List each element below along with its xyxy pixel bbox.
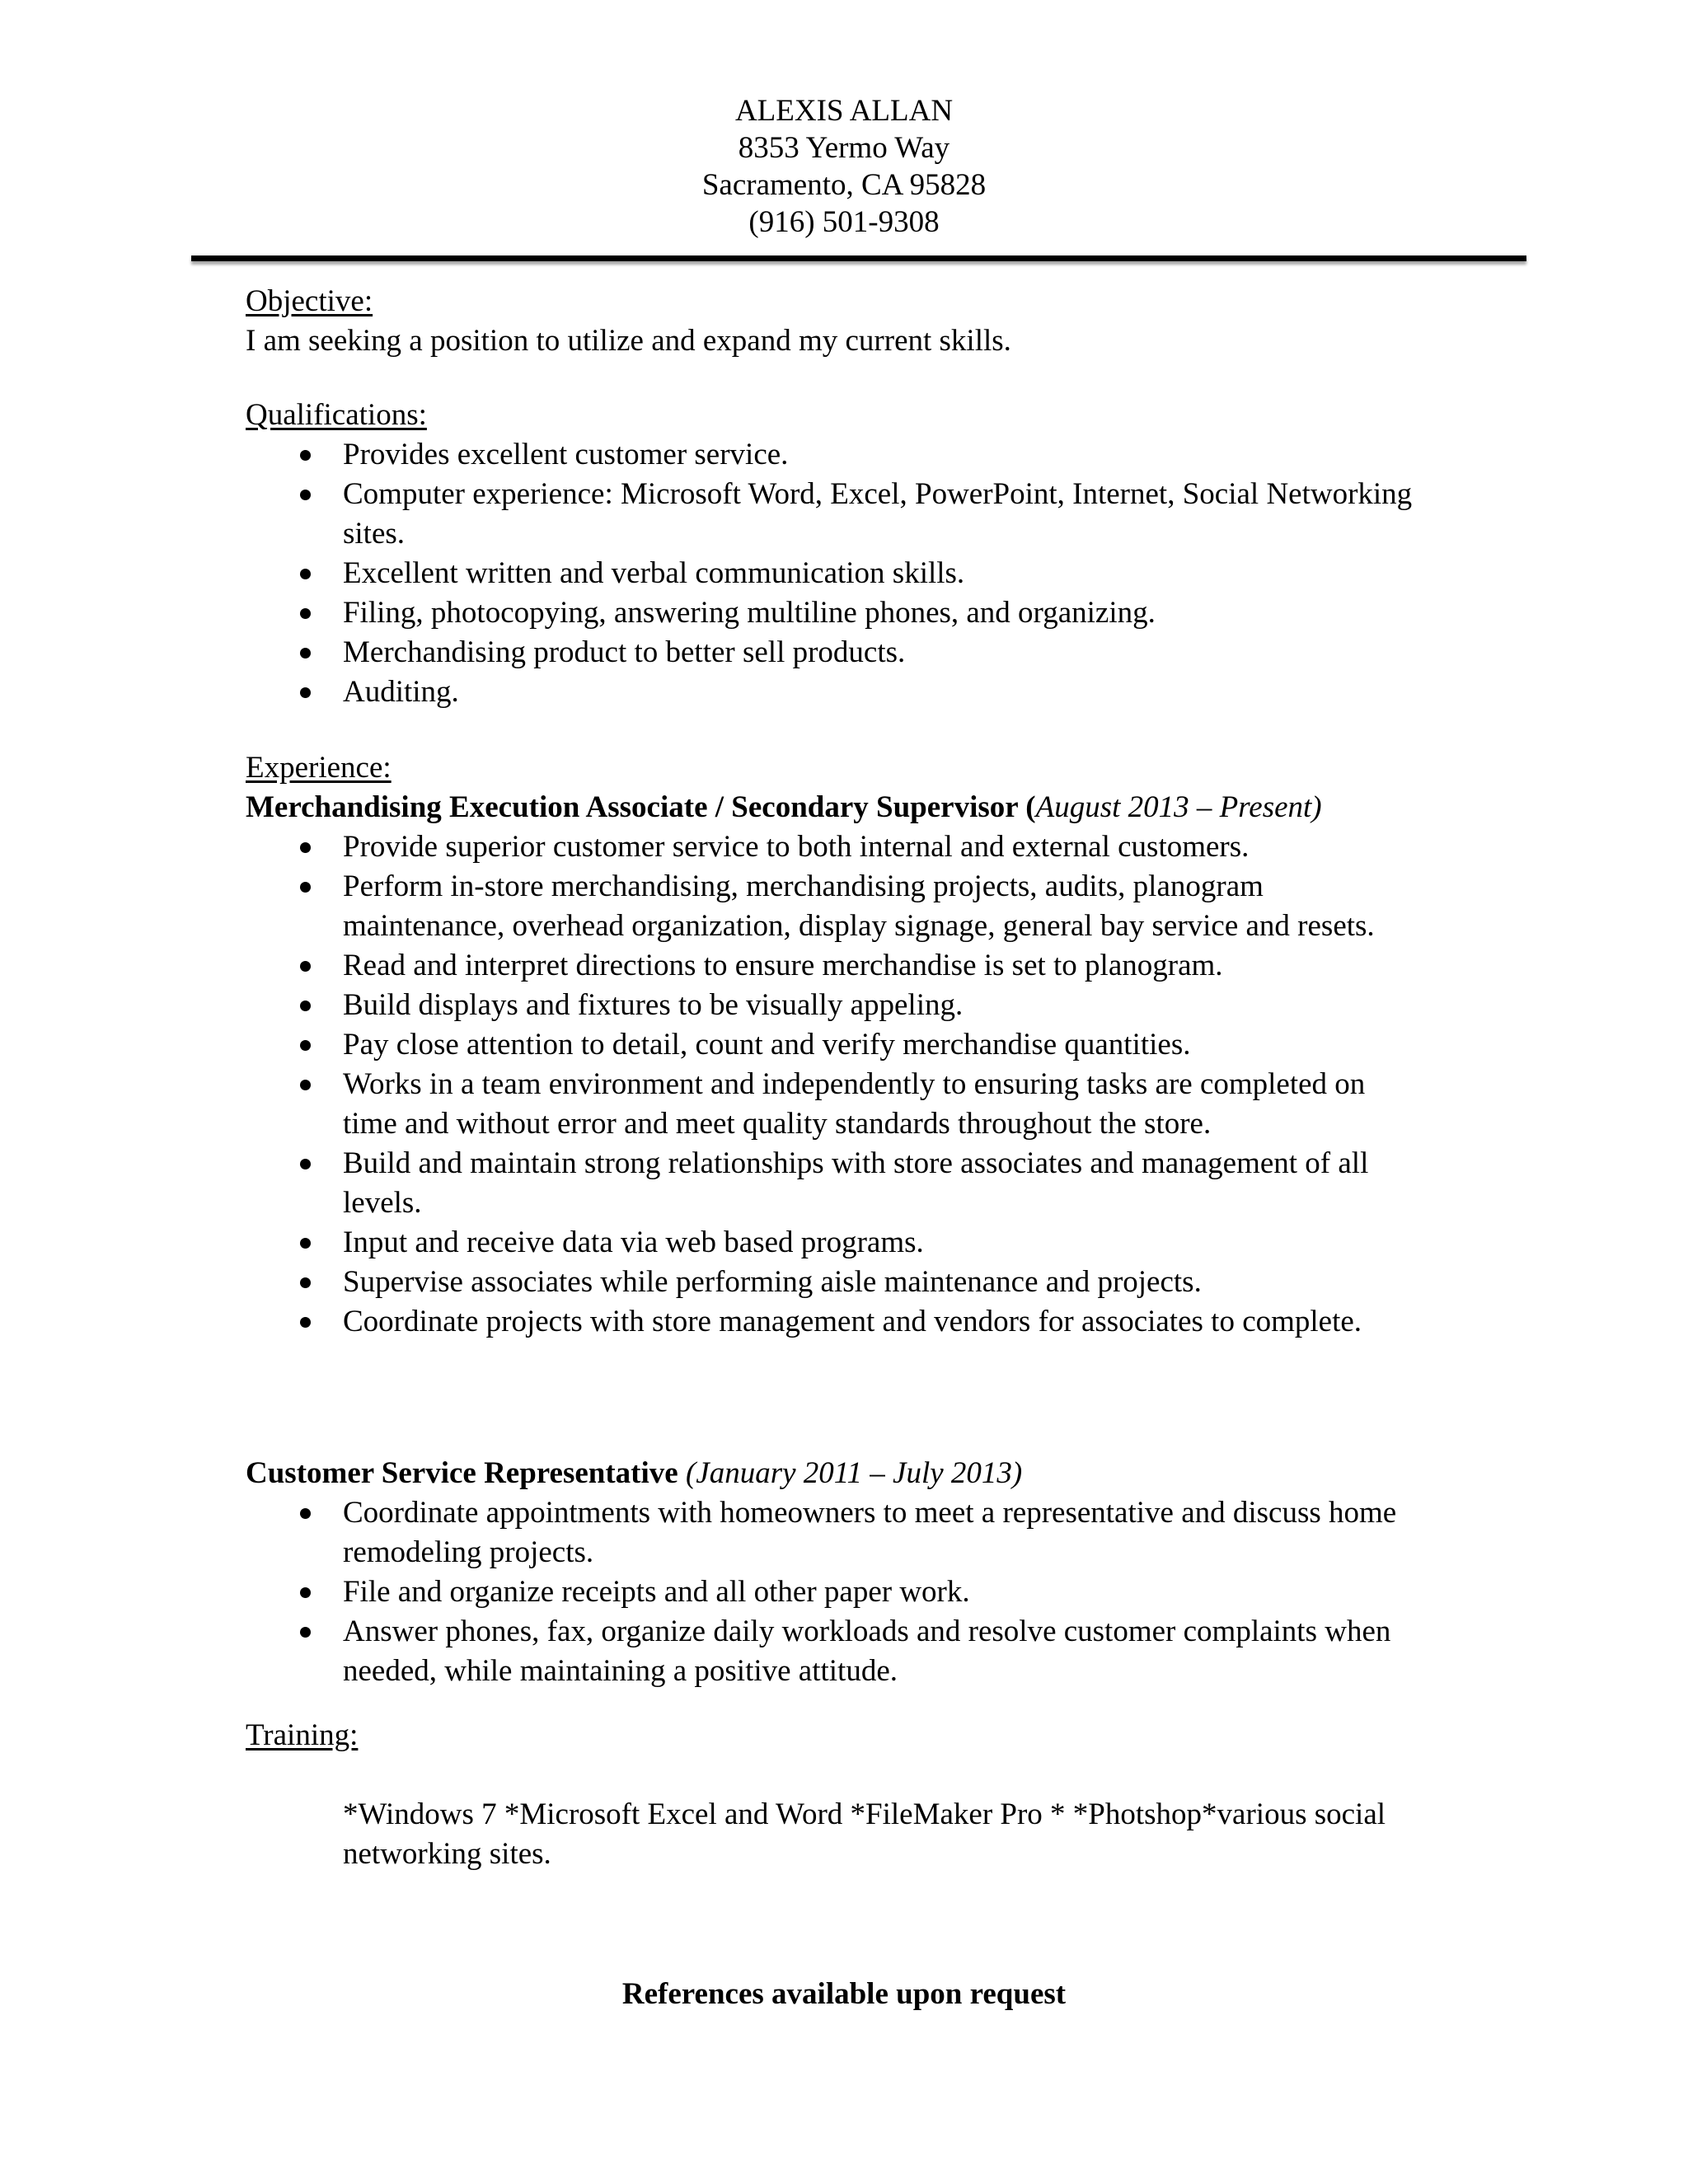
training-heading: Training: [246, 1718, 359, 1752]
bullet-icon [300, 882, 311, 893]
list-item: Build displays and fixtures to be visually appeling. [246, 986, 1416, 1025]
bullet-icon [300, 1587, 311, 1598]
list-item: Auditing. [246, 673, 1416, 712]
list-item: Works in a team environment and independently to ensuring tasks are completed on time and without error and meet quality standards throughout the store. [246, 1065, 1416, 1144]
bullet-icon [300, 648, 311, 658]
bullet-icon [300, 687, 311, 698]
customer-service-duties-list [246, 1493, 1416, 1691]
header-divider [191, 255, 1526, 261]
list-item: Answer phones, fax, organize daily workloads and resolve customer complaints when needed, while maintaining a positive attitude. [246, 1612, 1416, 1691]
bullet-icon [300, 608, 311, 619]
bullet-icon [300, 842, 311, 853]
bullet-icon [300, 1080, 311, 1090]
merchandising-duties-list [246, 827, 1416, 1342]
qualifications-list [246, 435, 1416, 712]
objective-section [246, 282, 1416, 361]
list-item: Input and receive data via web based programs. [246, 1223, 1416, 1263]
qualifications-heading: Qualifications: [246, 398, 427, 432]
bullet-icon [300, 569, 311, 579]
job-title-customer-service: Customer Service Representative (January 2011 – July 2013) [246, 1456, 1023, 1490]
job-title-merchandising: Merchandising Execution Associate / Secondary Supervisor (August 2013 – Present) [246, 790, 1322, 824]
list-item: Provide superior customer service to both internal and external customers. [246, 827, 1416, 867]
list-item: Read and interpret directions to ensure merchandise is set to planogram. [246, 946, 1416, 986]
job-dates: August 2013 – Present) [1035, 790, 1322, 824]
list-item: Computer experience: Microsoft Word, Excel, PowerPoint, Internet, Social Networking sites. [246, 475, 1416, 554]
qualifications-section [246, 396, 1416, 712]
objective-text: I am seeking a position to utilize and expand my current skills. [246, 324, 1011, 358]
city-state-zip: Sacramento, CA 95828 [701, 168, 987, 202]
bullet-icon [300, 961, 311, 972]
bullet-icon [300, 1159, 311, 1169]
bullet-icon [300, 1317, 311, 1328]
list-item: Merchandising product to better sell products. [246, 633, 1416, 673]
list-item: Coordinate projects with store management and vendors for associates to complete. [246, 1302, 1416, 1342]
list-item: Pay close attention to detail, count and verify merchandise quantities. [246, 1025, 1416, 1065]
objective-heading: Objective: [246, 284, 373, 318]
list-item: Excellent written and verbal communication skills. [246, 554, 1416, 593]
job-dates: (January 2011 – July 2013) [685, 1456, 1023, 1490]
bullet-icon [300, 1277, 311, 1288]
list-item: Supervise associates while performing aisle maintenance and projects. [246, 1263, 1416, 1302]
list-item: Filing, photocopying, answering multiline phones, and organizing. [246, 593, 1416, 633]
resume-header [0, 92, 1688, 241]
list-item: File and organize receipts and all other paper work. [246, 1572, 1416, 1612]
bullet-icon [300, 1040, 311, 1051]
experience-section [246, 748, 1416, 1342]
list-item: Provides excellent customer service. [246, 435, 1416, 475]
experience-job-2 [246, 1454, 1416, 1691]
street-address: 8353 Yermo Way [738, 131, 950, 165]
bullet-icon [300, 1238, 311, 1249]
list-item: Build and maintain strong relationships with store associates and management of all levels. [246, 1144, 1416, 1223]
experience-heading: Experience: [246, 751, 392, 785]
bullet-icon [300, 450, 311, 461]
applicant-name: ALEXIS ALLAN [734, 94, 954, 128]
bullet-icon [300, 490, 311, 500]
bullet-icon [300, 1627, 311, 1638]
training-section [246, 1716, 1416, 1874]
phone-number: (916) 501-9308 [748, 205, 940, 239]
list-item: Perform in-store merchandising, merchandising projects, audits, planogram maintenance, overhead organization, display signage, general bay service and resets. [246, 867, 1416, 946]
bullet-icon [300, 1508, 311, 1519]
list-item: Coordinate appointments with homeowners to meet a representative and discuss home remodeling projects. [246, 1493, 1416, 1572]
references-note: References available upon request [621, 1977, 1067, 2011]
training-text: *Windows 7 *Microsoft Excel and Word *FileMaker Pro * *Photshop*various social networking sites. [343, 1797, 1386, 1871]
bullet-icon [300, 1001, 311, 1011]
